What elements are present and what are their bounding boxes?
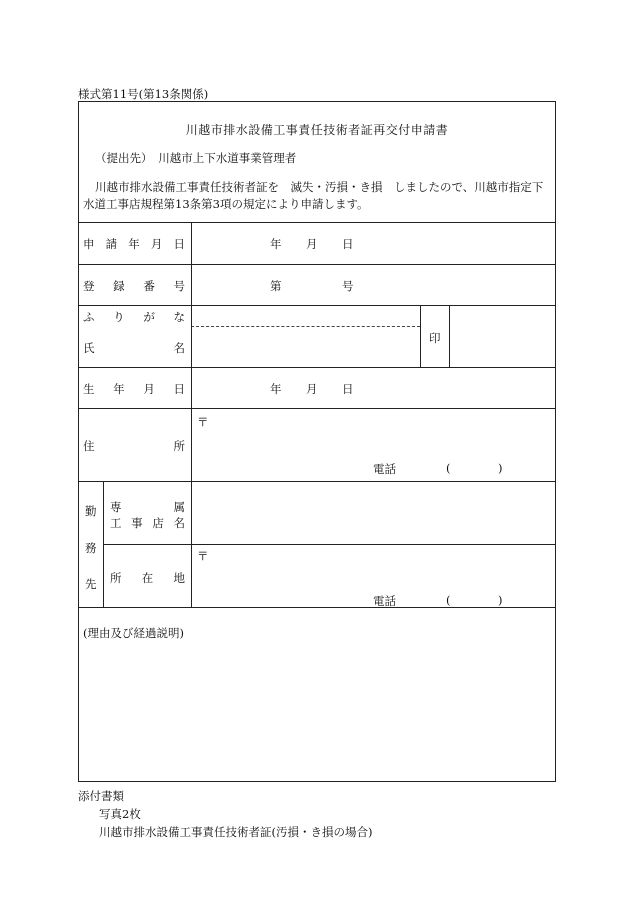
label-column-divider bbox=[191, 222, 192, 607]
birth-date-month[interactable]: 月 bbox=[306, 382, 318, 396]
furigana-dashed-line bbox=[191, 326, 420, 327]
divider-registration bbox=[78, 305, 556, 306]
birth-date-year[interactable]: 年 bbox=[270, 382, 282, 396]
divider-workplace bbox=[78, 607, 556, 608]
furigana-label: ふ り が な bbox=[83, 310, 185, 324]
attachment-item-photos: 写真2枚 bbox=[99, 807, 141, 821]
address-phone-label: 電話 bbox=[373, 462, 396, 476]
divider-workplace-shop bbox=[103, 544, 556, 545]
birth-date-day[interactable]: 日 bbox=[342, 382, 354, 396]
workplace-group-divider bbox=[103, 481, 104, 607]
divider-header bbox=[78, 222, 556, 223]
divider-birth bbox=[78, 408, 556, 409]
seal-right-divider bbox=[449, 305, 450, 367]
address-phone-paren-open: ( bbox=[446, 461, 451, 475]
shop-label-line-2: 工 事 店 名 bbox=[110, 516, 185, 530]
address-label: 住 所 bbox=[83, 439, 185, 453]
name-label: 氏 名 bbox=[83, 341, 185, 355]
form-number: 様式第11号(第13条関係) bbox=[78, 87, 209, 101]
registration-number-label: 登 録 番 号 bbox=[83, 279, 185, 293]
seal-left-divider bbox=[420, 305, 421, 367]
application-date-day[interactable]: 日 bbox=[342, 237, 354, 251]
workplace-postal-mark: 〒 bbox=[197, 549, 209, 563]
divider-date bbox=[78, 264, 556, 265]
birth-date-label: 生 年 月 日 bbox=[83, 382, 185, 396]
reason-label: (理由及び経過説明) bbox=[83, 626, 184, 640]
attachment-item-certificate: 川越市排水設備工事責任技術者証(汚損・き損の場合) bbox=[99, 825, 373, 839]
divider-name bbox=[78, 367, 556, 368]
attachments-title: 添付書類 bbox=[78, 789, 124, 803]
location-label: 所 在 地 bbox=[110, 571, 185, 585]
workplace-label-char-2: 務 bbox=[85, 541, 97, 555]
workplace-phone-paren-open: ( bbox=[446, 593, 451, 607]
addressee: （提出先） 川越市上下水道事業管理者 bbox=[95, 151, 297, 165]
body-text-line-2: 水道工事店規程第13条第3項の規定により申請します。 bbox=[83, 197, 369, 211]
application-date-year[interactable]: 年 bbox=[270, 237, 282, 251]
address-postal-mark: 〒 bbox=[197, 415, 209, 429]
workplace-phone-paren-close: ) bbox=[498, 593, 503, 607]
application-date-month[interactable]: 月 bbox=[306, 237, 318, 251]
registration-number-prefix[interactable]: 第 bbox=[270, 279, 282, 293]
body-text-line-1: 川越市排水設備工事責任技術者証を 滅失・汚損・き損 しましたので、川越市指定下 bbox=[95, 180, 544, 194]
application-date-label: 申 請 年 月 日 bbox=[83, 237, 185, 251]
workplace-phone-label: 電話 bbox=[373, 594, 396, 608]
shop-label-line-1: 専 属 bbox=[110, 500, 185, 514]
workplace-label-char-1: 勤 bbox=[85, 504, 97, 518]
registration-number-suffix[interactable]: 号 bbox=[342, 279, 354, 293]
address-phone-paren-close: ) bbox=[498, 461, 503, 475]
seal-mark: 印 bbox=[429, 331, 441, 345]
workplace-label-char-3: 先 bbox=[85, 577, 97, 591]
divider-address bbox=[78, 481, 556, 482]
form-title: 川越市排水設備工事責任技術者証再交付申請書 bbox=[185, 123, 449, 137]
